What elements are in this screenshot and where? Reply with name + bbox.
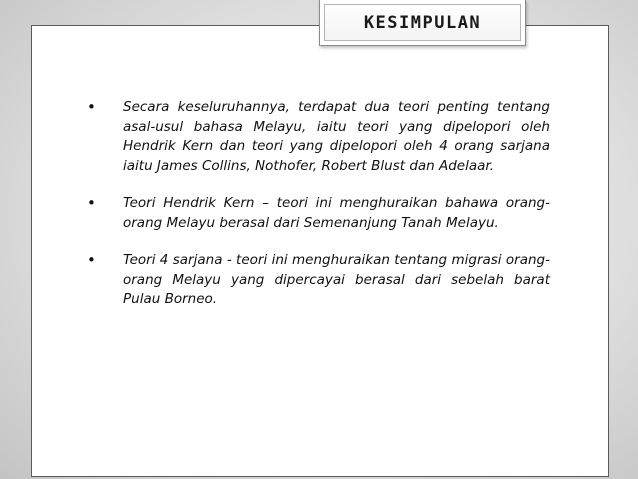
bullet-item (84, 194, 550, 233)
bullet-text: Teori 4 sarjana - teori ini menghuraikan tentang migrasi orang-orang Melayu yang dipercayai berasal dari sebelah barat Pulau Borneo. (123, 252, 550, 307)
bullet-item (84, 251, 550, 310)
slide-title: KESIMPULAN (363, 12, 482, 33)
bullet-text: Secara keseluruhannya, terdapat dua teori penting tentang asal-usul bahasa Melayu, iaitu teori yang dipelopori oleh Hendrik Kern dan teori yang dipelopori oleh 4 orang sarjana iaitu James Collins, Nothofer, Robert Blust dan Adelaar. (123, 99, 550, 174)
bullet-item (84, 98, 550, 176)
bullet-icon: • (87, 98, 96, 116)
bullet-text: Teori Hendrik Kern – teori ini menghuraikan bahawa orang-orang Melayu berasal dari Semenanjung Tanah Melayu. (123, 195, 550, 231)
bullet-list (84, 98, 550, 328)
title-frame (324, 4, 521, 41)
bullet-icon: • (87, 194, 96, 212)
bullet-icon: • (87, 251, 96, 269)
title-tab (319, 0, 526, 46)
